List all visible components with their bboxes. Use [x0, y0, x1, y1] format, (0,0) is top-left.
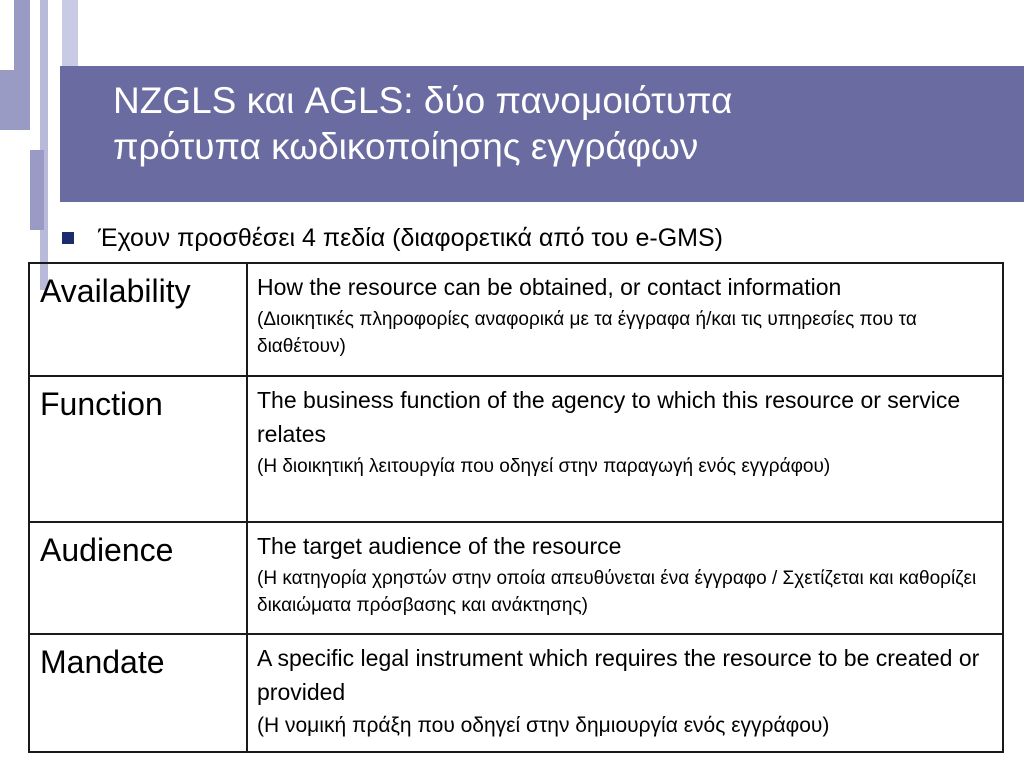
description-gr: (Η κατηγορία χρηστών στην οποία απευθύνεται ένα έγγραφο / Σχετίζεται και καθορίζει δικαιώματα πρόσβασης και ανάκτησης): [257, 568, 977, 616]
square-bullet-icon: [62, 232, 74, 244]
slide-title-line1: NZGLS και AGLS: δύο πανομοιότυπα: [113, 80, 733, 121]
field-description: [247, 376, 1003, 522]
fields-table: [28, 262, 1004, 753]
decor-stripe: [0, 70, 14, 130]
decor-stripe: [30, 150, 44, 230]
slide-title-line2: πρότυπα κωδικοποίησης εγγράφων: [113, 126, 699, 167]
field-name: Audience: [29, 522, 247, 634]
field-name: Function: [29, 376, 247, 522]
field-description: [247, 263, 1003, 376]
table-row: [29, 376, 1003, 522]
description-gr: (Η διοικητική λειτουργία που οδηγεί στην παραγωγή ενός εγγράφου): [257, 456, 831, 477]
description-en: The target audience of the resource: [257, 533, 622, 559]
bullet-text: Έχουν προσθέσει 4 πεδία (διαφορετικά από του e-GMS): [98, 224, 723, 252]
table-row: [29, 634, 1003, 752]
field-name: Availability: [29, 263, 247, 376]
field-description: [247, 634, 1003, 752]
description-gr: (Διοικητικές πληροφορίες αναφορικά με τα έγγραφα ή/και τις υπηρεσίες που τα διαθέτουν): [257, 309, 917, 357]
decor-stripe: [40, 0, 48, 290]
description-en: How the resource can be obtained, or contact information: [257, 274, 842, 300]
field-name: Mandate: [29, 634, 247, 752]
table-row: [29, 522, 1003, 634]
description-en: The business function of the agency to which this resource or service relates: [257, 387, 961, 447]
slide-title: [113, 78, 993, 170]
description-en: A specific legal instrument which requires the resource to be created or provided: [257, 645, 980, 705]
description-gr: (Η νομική πράξη που οδηγεί στην δημιουργία ενός εγγράφου): [257, 714, 830, 737]
decor-stripe: [14, 0, 30, 130]
table-row: [29, 263, 1003, 376]
field-description: [247, 522, 1003, 634]
decor-stripe: [62, 0, 78, 66]
